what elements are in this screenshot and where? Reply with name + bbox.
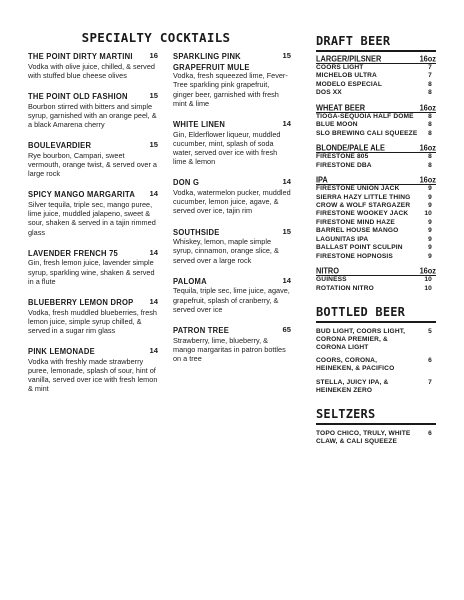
beer-row <box>316 130 436 138</box>
beer-group-header <box>316 266 436 276</box>
beer-row <box>316 121 436 129</box>
section-divider <box>316 321 436 323</box>
seltzer-name: TOPO CHICO, TRULY, WHITE CLAW, & CALI SQUEEZE <box>316 429 411 445</box>
beer-price: 9 <box>428 193 432 201</box>
beer-name: TIOGA-SEQUOIA HALF DOME <box>316 112 414 120</box>
beer-price: 8 <box>428 80 432 88</box>
cocktail-price: 14 <box>282 177 291 187</box>
beer-group-size: 16oz <box>419 102 436 113</box>
beer-name: CROW & WOLF STARGAZER <box>316 201 411 209</box>
cocktail-description: Bourbon stirred with bitters and simple syrup, garnished with an orange peel, & a black Amarena cherry <box>28 101 157 129</box>
beer-price: 9 <box>428 244 432 252</box>
beer-name: SIERRA HAZY LITTLE THING <box>316 193 411 201</box>
cocktail-description: Vodka with freshly made strawberry puree, lemonade, splash of sour, hint of vanilla, served over ice with fresh lemon & mint <box>28 356 158 394</box>
cocktail-name: BLUEBERRY LEMON DROP <box>28 297 134 308</box>
bottled-price: 7 <box>428 378 432 386</box>
cocktails-title: SPECIALTY COCKTAILS <box>81 30 231 45</box>
cocktail-item <box>173 51 291 108</box>
cocktail-item <box>28 346 158 393</box>
beer-row <box>316 236 436 244</box>
beer-row <box>316 81 436 89</box>
cocktail-item <box>173 325 291 363</box>
cocktail-name: LAVENDER FRENCH 75 <box>28 247 119 258</box>
beer-row <box>316 153 436 161</box>
beer-group-label: WHEAT BEER <box>316 102 366 113</box>
beer-price: 9 <box>428 185 432 193</box>
beer-group-label: IPA <box>316 175 328 185</box>
beer-row <box>316 285 436 293</box>
beer-price: 7 <box>428 72 432 80</box>
cocktail-price: 14 <box>282 275 291 285</box>
cocktail-name: SOUTHSIDE <box>173 226 220 237</box>
bottled-price: 6 <box>428 357 432 365</box>
beer-name: FIRESTONE 805 <box>316 153 369 161</box>
bottled-name: COORS, CORONA, HEINEKEN, & PACIFICO <box>316 357 395 373</box>
beer-row <box>316 202 436 210</box>
beer-group-header <box>316 175 436 185</box>
seltzer-price: 6 <box>428 429 432 437</box>
cocktail-item <box>173 119 291 166</box>
cocktail-price: 15 <box>282 51 291 60</box>
cocktail-description: Gin, fresh lemon juice, lavender simple syrup, sparkling wine, shaken & served in a flute <box>28 258 155 286</box>
cocktail-price: 16 <box>149 51 158 60</box>
cocktail-price: 15 <box>149 91 158 100</box>
beer-price: 8 <box>428 112 432 120</box>
cocktail-name: THE POINT OLD FASHION <box>28 91 128 102</box>
beer-group-size: 16oz <box>419 143 436 154</box>
beer-name: DOS XX <box>316 89 342 97</box>
beer-row <box>316 185 436 193</box>
cocktail-name: SPICY MANGO MARGARITA <box>28 189 136 200</box>
cocktail-price: 14 <box>149 346 158 356</box>
cocktail-price: 14 <box>149 189 158 199</box>
cocktail-description: Silver tequila, triple sec, mango puree, lime juice, muddled jalapeno, sweet & sour, shaken & served in a tajin rimmed glass <box>28 200 156 237</box>
cocktail-price: 14 <box>149 247 158 257</box>
beer-name: GUINESS <box>316 276 347 284</box>
beer-price: 8 <box>428 121 432 129</box>
cocktail-price: 14 <box>149 297 158 307</box>
cocktail-name: THE POINT DIRTY MARTINI <box>28 51 133 62</box>
cocktail-item <box>28 51 158 80</box>
cocktail-description: Rye bourbon, Campari, sweet vermouth, orange twist, & served over a large rock <box>28 150 157 179</box>
beer-price: 8 <box>428 89 432 97</box>
seltzer-row <box>316 430 436 446</box>
beer-name: BARREL HOUSE MANGO <box>316 227 399 235</box>
beer-group-label: LARGER/PILSNER <box>316 54 382 64</box>
beer-price: 9 <box>428 252 432 260</box>
beer-group-header <box>316 143 436 153</box>
beer-row <box>316 219 436 227</box>
beer-name: COORS LIGHT <box>316 64 364 71</box>
cocktail-price: 14 <box>282 119 291 128</box>
cocktail-description: Strawberry, lime, blueberry, & mango margaritas in patron bottles on a tree <box>173 335 286 364</box>
cocktail-description: Vodka, watermelon pucker, muddled cucumber, lemon juice, agave, & served over ice, tajin rim <box>173 188 291 216</box>
cocktail-name: PINK LEMONADE <box>28 346 95 357</box>
beer-price: 8 <box>428 161 432 169</box>
beer-row <box>316 253 436 261</box>
beer-name: BALLAST POINT SCULPIN <box>316 244 403 252</box>
cocktail-name: SPARKLING PINK GRAPEFRUIT MULE <box>173 51 250 72</box>
beer-group-lager <box>316 54 436 98</box>
section-divider <box>316 50 436 52</box>
beer-row <box>316 64 436 72</box>
beer-name: SLO BREWING CALI SQUEEZE <box>316 129 418 137</box>
beer-price: 9 <box>428 235 432 243</box>
beer-row <box>316 276 436 284</box>
beer-price: 9 <box>428 218 432 226</box>
draft-beer-title: DRAFT BEER <box>316 34 391 48</box>
beer-price: 8 <box>428 129 432 137</box>
beer-group-wheat <box>316 103 436 138</box>
beer-name: FIRESTONE MIND HAZE <box>316 218 395 226</box>
beer-name: MICHELOB ULTRA <box>316 72 377 80</box>
beer-group-label: BLONDE/PALE ALE <box>316 143 385 154</box>
beer-name: MODELO ESPECIAL <box>316 80 382 88</box>
bottled-price: 5 <box>428 328 432 336</box>
cocktail-description: Whiskey, lemon, maple simple syrup, cinnamon, orange slice, & served over a large rock <box>173 237 279 265</box>
bottled-row <box>316 357 436 373</box>
bottled-beer-title: BOTTLED BEER <box>316 305 406 320</box>
cocktail-name: PATRON TREE <box>173 325 230 336</box>
beer-row <box>316 162 436 170</box>
beer-price: 10 <box>424 276 432 284</box>
beer-name: ROTATION NITRO <box>316 284 374 292</box>
beer-group-size: 16oz <box>419 54 436 64</box>
cocktail-item <box>173 227 291 265</box>
bottled-beer-section <box>316 305 436 395</box>
cocktail-description: Vodka, fresh muddled blueberries, fresh lemon juice, simple syrup chilled, & served in a sugar rim glass <box>28 307 157 336</box>
beer-price: 10 <box>424 284 432 292</box>
beer-row <box>316 113 436 121</box>
section-divider <box>316 423 436 425</box>
seltzers-title: SELTZERS <box>316 406 376 421</box>
cocktail-name: DON G <box>173 177 200 188</box>
cocktail-name: BOULEVARDIER <box>28 140 92 151</box>
beer-row <box>316 210 436 218</box>
cocktails-left-column <box>28 51 158 405</box>
cocktail-item <box>28 248 158 286</box>
beer-price: 9 <box>428 201 432 209</box>
bottled-name: BUD LIGHT, COORS LIGHT, CORONA PREMIER, & CORONA LIGHT <box>316 328 406 352</box>
beer-group-size: 16oz <box>419 266 436 277</box>
bottled-row <box>316 379 436 395</box>
beer-row <box>316 89 436 97</box>
beer-column <box>316 34 436 446</box>
beer-name: BLUE MOON <box>316 121 358 129</box>
cocktail-item <box>173 177 291 215</box>
beer-group-label: NITRO <box>316 266 339 277</box>
beer-price: 8 <box>428 153 432 161</box>
cocktail-name: PALOMA <box>173 275 207 286</box>
cocktail-description: Gin, Elderflower liqueur, muddled cucumber, mint, splash of soda water, served over ice with fresh lime & lemon <box>173 129 281 167</box>
cocktail-item <box>28 189 158 236</box>
cocktail-description: Vodka, fresh squeezed lime, Fever-Tree sparkling pink grapefruit, ginger beer, garnished with fresh mint & lime <box>173 71 288 108</box>
beer-name: FIRESTONE HOPNOSIS <box>316 252 393 260</box>
beer-group-header <box>316 54 436 64</box>
beer-row <box>316 72 436 80</box>
bottled-name: STELLA, JUICY IPA, & HEINEKEN ZERO <box>316 378 389 394</box>
beer-group-nitro <box>316 266 436 293</box>
cocktail-price: 65 <box>282 325 291 335</box>
beer-name: FIRESTONE UNION JACK <box>316 185 400 193</box>
beer-group-size: 16oz <box>419 175 436 185</box>
cocktails-right-column <box>173 51 291 374</box>
beer-name: FIRESTONE WOOKEY JACK <box>316 210 409 218</box>
beer-group-header <box>316 103 436 113</box>
cocktail-item <box>28 140 158 178</box>
seltzers-section <box>316 407 436 446</box>
beer-name: LAGUNITAS IPA <box>316 235 369 243</box>
beer-row <box>316 227 436 235</box>
beer-price: 10 <box>424 210 432 218</box>
cocktail-item <box>28 91 158 129</box>
cocktail-price: 15 <box>282 226 291 236</box>
beer-group-blonde <box>316 143 436 170</box>
cocktail-item <box>28 297 158 335</box>
cocktail-price: 15 <box>149 140 158 150</box>
beer-row <box>316 244 436 252</box>
cocktail-item <box>173 276 291 314</box>
bottled-row <box>316 328 436 352</box>
cocktail-name: WHITE LINEN <box>173 119 226 130</box>
beer-row <box>316 194 436 202</box>
cocktail-description: Tequila, triple sec, lime juice, agave, grapefruit, splash of cranberry, & served over ice <box>173 286 290 314</box>
beer-price: 7 <box>428 64 432 71</box>
beer-group-ipa <box>316 175 436 261</box>
beer-price: 9 <box>428 227 432 235</box>
beer-name: FIRESTONE DBA <box>316 161 372 169</box>
cocktail-description: Vodka with olive juice, chilled, & served with stuffed blue cheese olives <box>28 61 155 80</box>
